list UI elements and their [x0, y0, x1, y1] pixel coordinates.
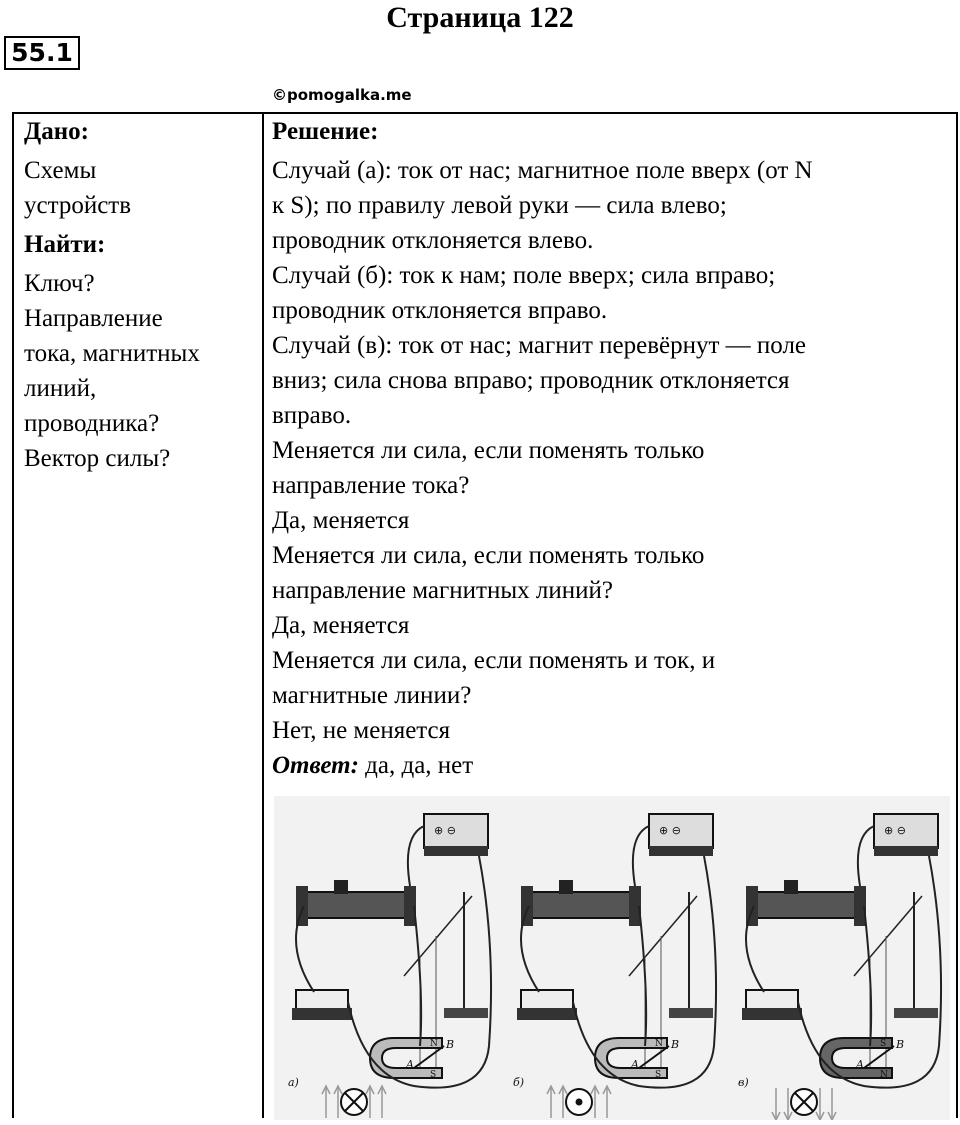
conductor-ab — [864, 1046, 894, 1068]
solution-line: магнитные линии? — [272, 682, 472, 709]
power-supply-base — [424, 846, 488, 856]
solution-line: Случай (в): ток от нас; магнит перевёрнут — поле — [272, 332, 807, 359]
answer-line — [272, 748, 952, 783]
point-a-label: A — [406, 1058, 414, 1071]
page-title: Страница 122 — [386, 1, 574, 34]
solution-line: вправо. — [272, 402, 352, 429]
switch-base — [292, 1008, 352, 1020]
find-line: тока, магнитных — [24, 340, 200, 367]
solution-table — [12, 112, 958, 1118]
solution-line: Да, меняется — [272, 612, 410, 639]
rheostat-slider — [559, 880, 573, 894]
solution-line: проводник отклоняется влево. — [272, 227, 594, 254]
conductor-ab — [639, 1046, 669, 1068]
answer-label: Ответ: — [272, 752, 359, 779]
answer-text: да, да, нет — [358, 752, 474, 779]
point-b-label: B — [446, 1038, 455, 1051]
magnet-pole-label: N — [430, 1039, 438, 1049]
magnet-pole-label: S — [430, 1070, 437, 1080]
power-terminals-icon: ⊕ ⊖ — [434, 824, 456, 837]
apparatus-panel — [288, 814, 491, 1118]
find-line: проводника? — [24, 410, 160, 437]
solution-heading: Решение: — [272, 118, 379, 145]
column-divider — [262, 114, 264, 1118]
find-line: Направление — [24, 305, 163, 332]
magnet-pole-label: N — [880, 1070, 888, 1080]
stand-base — [669, 1008, 713, 1018]
apparatus-diagram — [274, 796, 950, 1120]
find-heading: Найти: — [24, 231, 106, 258]
conductor-ab — [414, 1046, 444, 1068]
solution-line: проводник отклоняется вправо. — [272, 297, 608, 324]
current-dot-icon — [576, 1099, 583, 1106]
task-number-badge: 55.1 — [4, 36, 80, 70]
apparatus-panel — [738, 814, 941, 1120]
rheostat — [529, 892, 633, 918]
panel-label: а) — [288, 1076, 299, 1089]
point-b-label: B — [896, 1038, 905, 1051]
apparatus-figure — [274, 796, 950, 1120]
panel-label: в) — [738, 1076, 749, 1089]
power-supply-base — [649, 846, 713, 856]
solution-line: направление тока? — [272, 472, 470, 499]
magnet-pole-label: S — [880, 1039, 887, 1049]
power-terminals-icon: ⊕ ⊖ — [659, 824, 681, 837]
given-column — [24, 114, 256, 476]
point-a-label: A — [631, 1058, 639, 1071]
power-supply-base — [874, 846, 938, 856]
solution-line: Меняется ли сила, если поменять и ток, и — [272, 647, 716, 674]
switch-base — [742, 1008, 802, 1020]
solution-line: вниз; сила снова вправо; проводник отклоняется — [272, 367, 790, 394]
watermark: ©pomogalka.me — [272, 86, 412, 104]
solution-line: Да, меняется — [272, 507, 410, 534]
rheostat-slider — [334, 880, 348, 894]
magnet-pole-label: N — [655, 1039, 663, 1049]
solution-line: Меняется ли сила, если поменять только — [272, 437, 705, 464]
solution-line: направление магнитных линий? — [272, 577, 613, 604]
rheostat — [304, 892, 408, 918]
solution-column — [272, 114, 952, 783]
solution-line: Нет, не меняется — [272, 717, 451, 744]
find-line: Ключ? — [24, 270, 95, 297]
rheostat-slider — [784, 880, 798, 894]
magnet-pole-label: S — [655, 1070, 662, 1080]
solution-line: Случай (б): ток к нам; поле вверх; сила вправо; — [272, 262, 776, 289]
apparatus-panel — [513, 814, 716, 1118]
solution-line: Меняется ли сила, если поменять только — [272, 542, 705, 569]
point-b-label: B — [671, 1038, 680, 1051]
find-line: Вектор силы? — [24, 445, 171, 472]
given-line: устройств — [24, 192, 132, 219]
stand-base — [894, 1008, 938, 1018]
point-a-label: A — [856, 1058, 864, 1071]
given-heading: Дано: — [24, 118, 89, 145]
stand-base — [444, 1008, 488, 1018]
rheostat — [754, 892, 858, 918]
find-line: линий, — [24, 375, 97, 402]
given-line: Схемы — [24, 157, 97, 184]
solution-line: Случай (а): ток от нас; магнитное поле вверх (от N — [272, 157, 813, 184]
panel-label: б) — [513, 1076, 525, 1089]
power-terminals-icon: ⊕ ⊖ — [884, 824, 906, 837]
solution-line: к S); по правилу левой руки — сила влево; — [272, 192, 727, 219]
switch-base — [517, 1008, 577, 1020]
